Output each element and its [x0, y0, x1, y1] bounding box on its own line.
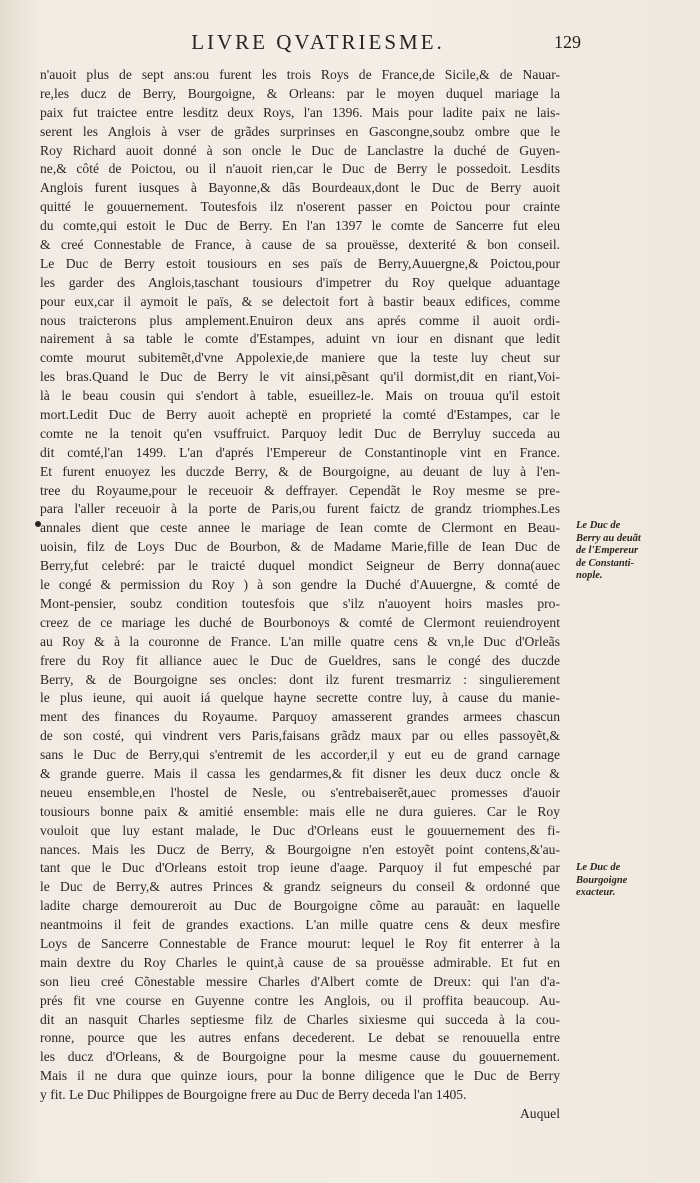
text-line: annales dient que ceste annee le mariage de Iean comte de Clermont en Beau- [40, 520, 560, 536]
text-line: creez de ce mariage les duché de Bourbonoys & comté de Clermont reuiendroyent [40, 614, 560, 630]
text-line: comte mourut subitemẽt,d'vne Appolexie,de maniere que la teste luy cheut sur [40, 350, 560, 366]
text-line: Loys de Sancerre Connestable de France mourut: lequel le Roy fit enterrer à la [40, 935, 560, 951]
text-line: quitté le gouuernement. Toutesfois ilz n'oserent passer en Poictou pour crainte [40, 199, 560, 215]
text-line: le Duc de Berry,& autres Princes & grandz seigneurs du conseil & ordonné que [40, 879, 560, 895]
marginal-note-line: Bourgoigne [576, 874, 628, 886]
text-line: & creé Connestable de France, à cause de sa prouësse, dexterité & bon conseil. [40, 237, 560, 253]
marginal-note-bourgoigne [576, 862, 686, 900]
marginal-note-constantinople [576, 520, 686, 583]
text-line: là le beau cousin qui s'endort à table, esueillez-le. Mais on trouua qu'il estoit [40, 388, 560, 404]
text-line: ment des finances du Royaume. Parquoy amasserent grandes armees chascun [40, 709, 560, 725]
text-line: sans le Duc de Berry,qui s'entremit de les accorder,il y eut eu de grand carnage [40, 747, 560, 763]
text-line: au Roy & à la couronne de France. L'an mille quatre cens & vn,le Duc d'Orleãs [40, 633, 560, 649]
page-header [0, 30, 700, 60]
text-line: dit an nasquit Charles septiesme filz de Charles sixiesme qui succeda à la cou- [40, 1011, 560, 1027]
text-line: Auquel [519, 1105, 560, 1121]
marginal-note-line: Berry au deuãt [576, 532, 641, 544]
text-line: tant que le Duc d'Orleans estoit trop ieune d'aage. Parquoy il fut empesché par [40, 860, 560, 876]
text-line: frere du Roy fit alliance auec le Duc de Gueldres, sans le congé des duczde [40, 652, 560, 668]
marginal-note-line: exacteur. [576, 887, 616, 898]
text-line: & grande guerre. Mais il cassa les gendarmes,& fit disner les deux ducz oncle & [40, 765, 560, 781]
text-line: les bras.Quand le Duc de Berry le vit ainsi,pẽsant qu'il dormist,dit en riant,Voi- [40, 369, 560, 385]
text-line: Roy Richard auoit donné à son oncle le Duc de Lanclastre la duché de Guyen- [40, 142, 560, 158]
text-line: serent les Anglois à vser de grãdes surprinses en Gascongne,soubz ombre que le [40, 123, 560, 139]
text-line: ne,& côté de Poictou, ou il n'auoit rien,car le Duc de Berry le possedoit. Lesdits [40, 161, 560, 177]
text-line: mort.Ledit Duc de Berry auoit acheptë en proprieté la comté d'Estampes, car le [40, 407, 560, 423]
text-line: re,les ducz de Berry, Bourgoigne, & Orleans: par le moyen duquel mariage la [40, 85, 560, 101]
marginal-note-line: de l'Empereur [576, 545, 639, 556]
text-line: main dextre du Roy Charles le quint,à cause de sa prouësse admirable. Et fut en [40, 954, 560, 970]
text-line: para l'aller receuoir à la porte de Paris,ou furent faictz de grandz triomphes.Les [40, 501, 560, 517]
text-line: ronne, pource que les autres enfans decederent. Le debat se renouuella entre [40, 1030, 560, 1046]
marginal-note-line: Le Duc de [576, 862, 621, 873]
text-line: neueu ensemble,en l'hostel de Nesle, ou s'entrebaiserẽt,auec promesses d'auoir [40, 784, 560, 800]
text-line: y fit. Le Duc Philippes de Bourgoigne frere au Duc de Berry deceda l'an 1405. [40, 1087, 467, 1103]
running-title: LIVRE QVATRIESME. [191, 30, 445, 54]
text-line: du comte,qui estoit le Duc de Berry. En l'an 1397 le comte de Sancerre fut eleu [40, 218, 560, 234]
text-line: nous traicterons plus amplement.Enuiron deux ans aprés comme il auoit ordi- [40, 312, 560, 328]
text-line: comte ne la tenoit qu'en vsuffruict. Parquoy ledit Duc de Berryluy succeda au [40, 425, 560, 441]
text-line: Berry, & de Bourgoigne ses oncles: dont ilz furent tresmarriz : singulierement [40, 671, 560, 687]
marginal-note-line: de Constanti- [576, 557, 635, 569]
text-line: de son costé, qui vindrent vers Paris,faisans grãdz maux par ou elles passoyẽt,& [40, 728, 560, 744]
text-line: Mont-pensier, soubz condition toutesfois que s'ilz n'auoyent hoirs masles pro- [40, 595, 560, 611]
text-line: nances. Mais les Ducz de Berry, & Bourgoigne n'en estoyẽt point contens,&'au- [40, 841, 560, 857]
text-line: le congé & permission du Roy ) à son gendre la Duché d'Auuergne, & comté de [40, 577, 560, 593]
text-line: vouloit que luy estant malade, le Duc d'Orleans eust le gouuernement des fi- [40, 822, 560, 838]
text-line: Anglois furent iusques à Bayonne,& dãs Bourdeaux,dont le Duc de Berry auoit [40, 180, 560, 196]
marginal-note-line: Le Duc de [576, 520, 621, 531]
text-line: pour eux,car il aymoit le païs, & se delectoit fort à bastir beaux edifices, comme [40, 293, 560, 309]
text-line: Et furent enuoyez les duczde Berry, & de Bourgoigne, au deuant de luy à l'en- [40, 463, 560, 479]
page-number: 129 [554, 32, 581, 52]
text-line: dit comté,l'an 1499. L'an d'aprés l'Empereur de Constantinople vint en France. [40, 444, 560, 460]
text-line: tousiours bonne paix & amitié ensemble: mais elle ne dura guieres. Car le Roy [40, 803, 560, 819]
text-line: les garder des Anglois,taschant tousiours d'impetrer du Roy quelque aduantage [40, 274, 560, 290]
text-line: ladite charge demoureroit au Duc de Bourgoigne cõme au parauãt: en laquelle [40, 898, 560, 914]
text-line: les ducz d'Orleans, & de Bourgoigne pour la mesme cause du gouuernement. [40, 1049, 560, 1065]
text-line: Le Duc de Berry estoit tousiours en ses païs de Berry,Auuergne,& Poictou,pour [40, 255, 560, 271]
text-line: paix fut traictee entre lesditz deux Roys, l'an 1396. Mais pour ladite paix ne lais- [40, 104, 560, 120]
text-line: Berry,fut celebré: par le traicté duquel mondict Seigneur de Berry donna(auec [40, 558, 560, 574]
text-line: Mais il ne dura que quinze iours, pour la bonne diligence que le Duc de Berry [40, 1068, 560, 1084]
text-line: nairement à sa table le comte d'Estampes, aduint vn iour en disnant que ledit [40, 331, 560, 347]
text-line: tree du Royaume,pour le receuoir & deffrayer. Cependãt le Roy mesme se pre- [40, 482, 560, 498]
text-line: son lieu creé Cõnestable messire Charles d'Albert comte de Dreux: qui l'an d'a- [40, 973, 560, 989]
marginal-note-line: nople. [576, 570, 603, 581]
body-text [40, 66, 560, 1124]
text-line: prés fit vne course en Guyenne contre les Anglois, ou il proffita beaucoup. Au- [40, 992, 560, 1008]
text-line: uoisin, filz de Loys Duc de Bourbon, & de Madame Marie,fille de Iean Duc de [40, 539, 560, 555]
text-line: le plus ieune, qui auoit iá quelque hayne secrette contre luy, à cause du manie- [40, 690, 560, 706]
text-line: neantmoins il feit de grandes exactions. L'an mille quatre cens & deux mesfire [40, 917, 560, 933]
text-line: n'auoit plus de sept ans:ou furent les trois Roys de France,de Sicile,& de Nauar- [40, 67, 560, 82]
